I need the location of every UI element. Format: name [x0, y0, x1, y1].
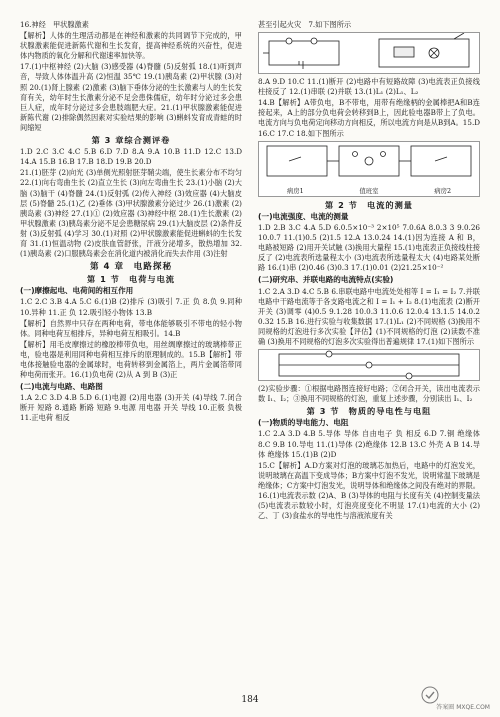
- answer-paragraph: 17.(1)中枢神经 (2)大脑 (3)感受器 (4)脊髓 (5)反射弧 18.(1)听到声音，导致人体体温升高 (2)恒温 35℃ 19.(1)胰岛素 (2)甲状腺 (3)对照 20.(1)肾上腺素 (2)激素 (3)脑下垂体分泌的生长激素与人的生长发育有关，幼年时生长激素分泌不足会患侏儒症，幼年时分泌过多会患巨人症，成年时分泌过多会患肢端肥大症。21.(1)甲状腺激素能促进新陈代谢 (2)排除偶然因素对实验结果的影响 (3)蝌蚪发育成青蛙的时间缩短: [20, 62, 242, 132]
- answer-paragraph: 15.C【解析】A.D方案对灯泡的玻璃芯加热后，电路中的灯泡发光，说明玻璃在高温下变成导体；B方案中灯泡不发光，说明常温下玻璃是绝缘体；C方案中灯泡发光，说明导体和绝缘体之间没有绝对的界限。16.(1)电流表示数 (2)A、B (3)导体的电阻与长度有关 (4)控制变量法 (5)电流表示数较小时，灯泡亮度变化不明显 17.(1)电流的大小 (2)乙、丁 (3)食盐水的导电性与溶液浓度有关: [258, 460, 480, 521]
- figure-label: 值班室: [359, 186, 379, 195]
- answer-paragraph: 【解析】自然界中只存在两种电荷，带电体能够吸引不带电的轻小物体。同种电荷互相排斥，异种电荷互相吸引。14.B: [20, 318, 242, 338]
- right-column: [258, 20, 480, 522]
- watermark-logo: [420, 685, 490, 711]
- answer-paragraph: 1.A 2.C 3.D 4.B 5.D 6.(1)电源 (2)用电器 (3)开关 (4)导线 7.闭合 断开 短路 8.通路 断路 短路 9.电源 用电器 开关 导线 10.正极 负极 11.正电荷 相反: [20, 393, 242, 423]
- answer-paragraph: 21.(1)胚芽 (2)向光 (3)单侧光照射胚芽鞘尖端，使生长素分布不均匀 22.(1)向右弯曲生长 (2)直立生长 (3)向左弯曲生长 23.(1)小脑 (2)大脑 (3)脑干 (4)脊髓 24.(1)反射弧 (2)传入神经 (3)效应器 (4)大脑皮层 (5)脊髓 25.(1)乙 (2)垂体 (3)甲状腺激素分泌过少 26.(1)激素 (2)胰岛素 (3)神经 27.(1)① (2)效应器 (3)神经中枢 28.(1)生长激素 (2)甲状腺激素 (3)胰岛素分泌不足会患糖尿病 29.(1)大脑皮层 (2)条件反射 (3)反射弧 (4)学习 30.(1)对照 (2)甲状腺激素能促进蝌蚪的生长发育 31.(1)恒温动物 (2)皮肤血管舒张，汗液分泌增多，散热增加 32.(1)胰岛素 (2)口服胰岛素会在消化道内被消化而失去作用 (3)注射: [20, 168, 242, 259]
- circuit-diagram-icon: [259, 33, 479, 73]
- subsection-title: (二)研究串、并联电路的电流特点(实验): [258, 275, 394, 285]
- answer-paragraph: 1.D 2.C 3.C 4.C 5.B 6.D 7.D 8.A 9.A 10.B 11.D 12.C 13.D 14.A 15.B 16.B 17.B 18.D 19.B 20.D: [20, 147, 242, 167]
- answer-paragraph: 1.C 2.A 3.D 4.C 5.B 6.串联电路中电流处处相等 I = I₁ = I₂ 7.并联电路中干路电流等于各支路电流之和 I = I₁ + I₂ 8.(1)电流表 (2)断开开关 (3)调零 (4)0.5 9.1.28 10.0.3 11.0.6 12.0.4 13.1.5 14.0.2 0.32 15.B 16.进行实验与收集数据 17.(1)L₁ (2)不同规格 (3)换用不同规格的灯泡进行多次实验【评估】(1)不同规格的灯泡 (2)读数不准确 (3)换用不同规格的灯泡多次实验得出普遍规律 17.(1)如下图所示: [258, 286, 480, 346]
- chapter3-test-title: 第 3 章综合测评卷: [91, 135, 171, 146]
- answer-paragraph: 1.D 2.B 3.C 4.A 5.D 6.0.5×10⁻³ 2×10⁵ 7.0.6A 8.0.3 3 9.0.26 10.0.7 11.(1)0.5 (2)1.5 12.A 13.0.24 14.(1)因为连接 A 和 B，电路被短路 (2)用开关试触 (3)换用大量程 15.(1)电流表正负接线柱接反了 (2)电流表所选量程太小 (3)电流表所选量程太大 (4)电路某处断路 16.(1)串 (2)0.46 (3)0.3 17.(1)0.01 (2)21.25×10⁻²: [258, 222, 480, 273]
- left-column: [20, 20, 242, 425]
- parallel-circuit-icon: [259, 350, 479, 380]
- page-number: 184: [241, 695, 259, 705]
- answer-paragraph: 甚至引起火灾 7.如下图所示: [258, 20, 352, 29]
- circuit-figure-3: [258, 349, 480, 381]
- answer-paragraph: 8.A 9.D 10.C 11.(1)断开 (2)电路中有短路故障 (3)电流表正负接线柱接反了 12.(1)串联 (2)并联 13.(1)L₁ (2)L₁、L₂: [258, 77, 480, 97]
- answer-paragraph: (2)实验步骤：①根据电路图连接好电路；②闭合开关，读出电流表示数 I₁、I₂；③换用不同规格的灯泡，重复上述步骤，分别读出 I₁、I₂: [258, 384, 480, 404]
- chapter4-title: 第 4 章 电路探秘: [89, 262, 173, 273]
- section2-title: 第 2 节 电流的测量: [325, 199, 413, 210]
- circuit-figure-1: [258, 32, 480, 74]
- answer-paragraph: 16.神经 甲状腺激素: [20, 20, 89, 29]
- figure-caption: [259, 186, 479, 196]
- subsection-title: (一)电流强度、电流的测量: [258, 211, 349, 221]
- answer-paragraph: 【解析】用毛皮摩擦过的橡胶棒带负电，用丝绸摩擦过的玻璃棒带正电，验电器是利用同种电荷相互排斥的原理制成的。15.B【解析】带电体接触验电器的金属球时，电荷转移到金属箔上，两片金属箔带同种电荷而张开。16.(1)负电荷 (2)从 A 到 B (3)正: [20, 339, 242, 380]
- answer-paragraph: 14.B【解析】A带负电，B不带电，用带有绝缘柄的金属棒把A和B连接起来，A上的部分负电荷会转移到B上，因此验电器B带上了负电。电流方向与负电荷定向移动方向相反，所以电流方向是从B到A。15.D 16.C 17.C 18.如下图所示: [258, 98, 480, 138]
- answer-paragraph: 1.C 2.C 3.B 4.A 5.C 6.(1)B (2)排斥 (3)吸引 7.正 负 8.负 9.同种 10.异种 11.正 负 12.吸引轻小物体 13.B: [20, 297, 242, 317]
- figure-label: 病房2: [434, 186, 452, 195]
- subsection-title: (一)摩擦起电、电荷间的相互作用: [20, 286, 134, 296]
- ward-circuit-icon: [259, 142, 479, 186]
- figure-label: 病房1: [286, 186, 304, 195]
- section1-title: 第 1 节 电荷与电流: [87, 274, 175, 285]
- circuit-figure-2: [258, 141, 480, 197]
- watermark-text: 答案圈 MXQE.COM: [436, 704, 490, 711]
- answer-paragraph: 【解析】人体的生理活动都是在神经和激素的共同调节下完成的，甲状腺激素能促进新陈代谢和生长发育，提高神经系统的兴奋性，促进体内物质的氧化分解和代谢速率加快等。: [20, 31, 242, 61]
- section3-title: 第 3 节 物质的导电性与电阻: [306, 406, 432, 417]
- subsection-title: (二)电流与电路、电路图: [20, 382, 103, 392]
- subsection-title: (一)物质的导电能力、电阻: [258, 418, 349, 428]
- answer-paragraph: 1.C 2.A 3.D 4.B 5.导体 导体 自由电子 负 相反 6.D 7.铜 绝缘体 8.C 9.B 10.导电 11.(1)导体 (2)绝缘体 12.B 13.C 外壳 A B 14.导体 绝缘体 15.(1)B (2)D: [258, 429, 480, 459]
